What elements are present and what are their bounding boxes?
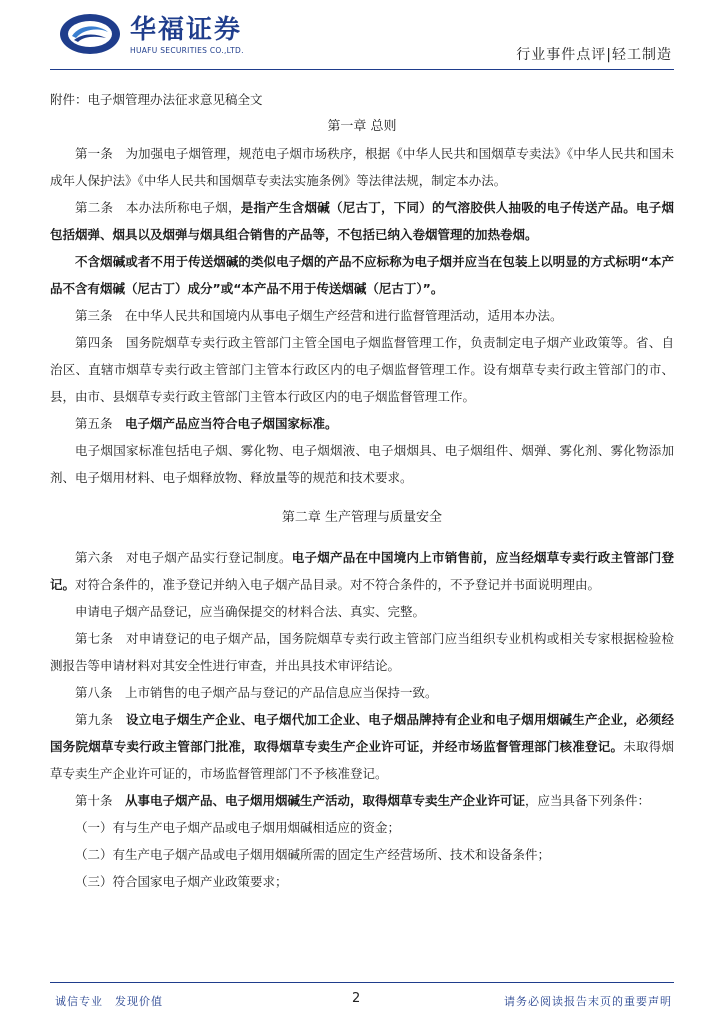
header-divider [50,69,674,70]
document-body [50,86,674,895]
article-10-lead: 第十条 [75,793,126,808]
article-3: 第三条 在中华人民共和国境内从事电子烟生产经营和进行监督管理活动，适用本办法。 [75,308,563,323]
page-number: 2 [352,991,361,1006]
article-2-paragraph-2: 不含烟碱或者不用于传送烟碱的类似电子烟的产品不应标称为电子烟并应当在包装上以明显的方式标明“本产品不含有烟碱（尼古丁）成分”或“本产品不用于传送烟碱（尼古丁）”。 [50,254,674,296]
report-category: 行业事件点评|轻工制造 [516,47,672,63]
article-5-paragraph-2: 电子烟国家标准包括电子烟、雾化物、电子烟烟液、电子烟烟具、电子烟组件、烟弹、雾化剂、雾化物添加剂、电子烟用材料、电子烟释放物、释放量等的规范和技术要求。 [50,443,674,485]
logo-english-name: HUAFU SECURITIES CO.,LTD. [130,46,244,55]
article-6-lead: 第六条 对电子烟产品实行登记制度。 [75,550,292,565]
article-8: 第八条 上市销售的电子烟产品与登记的产品信息应当保持一致。 [75,685,438,700]
article-7: 第七条 对申请登记的电子烟产品，国务院烟草专卖行政主管部门应当组织专业机构或相关专家根据检验检测报告等申请材料对其安全性进行审查，并出具技术审评结论。 [50,631,674,673]
article-9-tail: 未取得烟草专卖生产企业许可证的，市场监督管理部门不予核准登记。 [50,739,674,781]
attachment-title: 附件：电子烟管理办法征求意见稿全文 [50,92,263,107]
article-6-paragraph-2: 申请电子烟产品登记，应当确保提交的材料合法、真实、完整。 [75,604,426,619]
article-5-bold: 电子烟产品应当符合电子烟国家标准。 [125,416,338,431]
footer-disclaimer: 请务必阅读报告末页的重要声明 [504,995,672,1008]
article-10-item-2: （二）有生产电子烟产品或电子烟用烟碱所需的固定生产经营场所、技术和设备条件； [75,847,551,862]
article-5 [50,410,674,437]
article-6-tail: 对符合条件的，准予登记并纳入电子烟产品目录。对不符合条件的，不予登记并书面说明理由。 [75,577,601,592]
chapter-1-title: 第一章 总则 [327,119,397,134]
article-2 [50,194,674,248]
article-1: 第一条 为加强电子烟管理，规范电子烟市场秩序，根据《中华人民共和国烟草专卖法》《中华人民共和国未成年人保护法》《中华人民共和国烟草专卖法实施条例》等法律法规，制定本办法。 [50,146,674,188]
article-10-item-1: （一）有与生产电子烟产品或电子烟用烟碱相适应的资金； [75,820,401,835]
article-6 [50,544,674,598]
chapter-2-title: 第二章 生产管理与质量安全 [281,510,443,525]
article-4: 第四条 国务院烟草专卖行政主管部门主管全国电子烟监督管理工作，负责制定电子烟产业政策等。省、自治区、直辖市烟草专卖行政主管部门主管本行政区内的电子烟监督管理工作。设有烟草专卖行政主管部门的市、县，由市、县烟草专卖行政主管部门主管本行政区内的电子烟监督管理工作。 [50,335,674,404]
article-2-bold: 是指产生含烟碱（尼古丁，下同）的气溶胶供人抽吸的电子传送产品。电子烟包括烟弹、烟具以及烟弹与烟具组合销售的产品等，不包括已纳入卷烟管理的加热卷烟。 [50,200,674,242]
article-10-item-3: （三）符合国家电子烟产业政策要求； [75,874,288,889]
logo-emblem-icon [58,12,122,56]
article-10-bold: 从事电子烟产品、电子烟用烟碱生产活动，取得烟草专卖生产企业许可证 [125,793,526,808]
footer-slogan: 诚信专业 发现价值 [55,995,163,1008]
article-2-lead: 第二条 本办法所称电子烟， [75,200,241,215]
article-10 [50,787,674,814]
article-10-tail: ，应当具备下列条件： [525,793,651,808]
article-9-lead: 第九条 [75,712,126,727]
logo-chinese-name: 华福证券 [130,15,243,45]
footer-divider [50,982,674,983]
article-6-bold: 电子烟产品在中国境内上市销售前，应当经烟草专卖行政主管部门登记。 [50,550,674,592]
company-logo [58,12,258,62]
article-9-bold: 设立电子烟生产企业、电子烟代加工企业、电子烟品牌持有企业和电子烟用烟碱生产企业，必须经国务院烟草专卖行政主管部门批准，取得烟草专卖生产企业许可证，并经市场监督管理部门核准登记。 [50,712,674,754]
page-header [0,0,724,70]
article-5-lead: 第五条 [75,416,126,431]
article-9 [50,706,674,787]
